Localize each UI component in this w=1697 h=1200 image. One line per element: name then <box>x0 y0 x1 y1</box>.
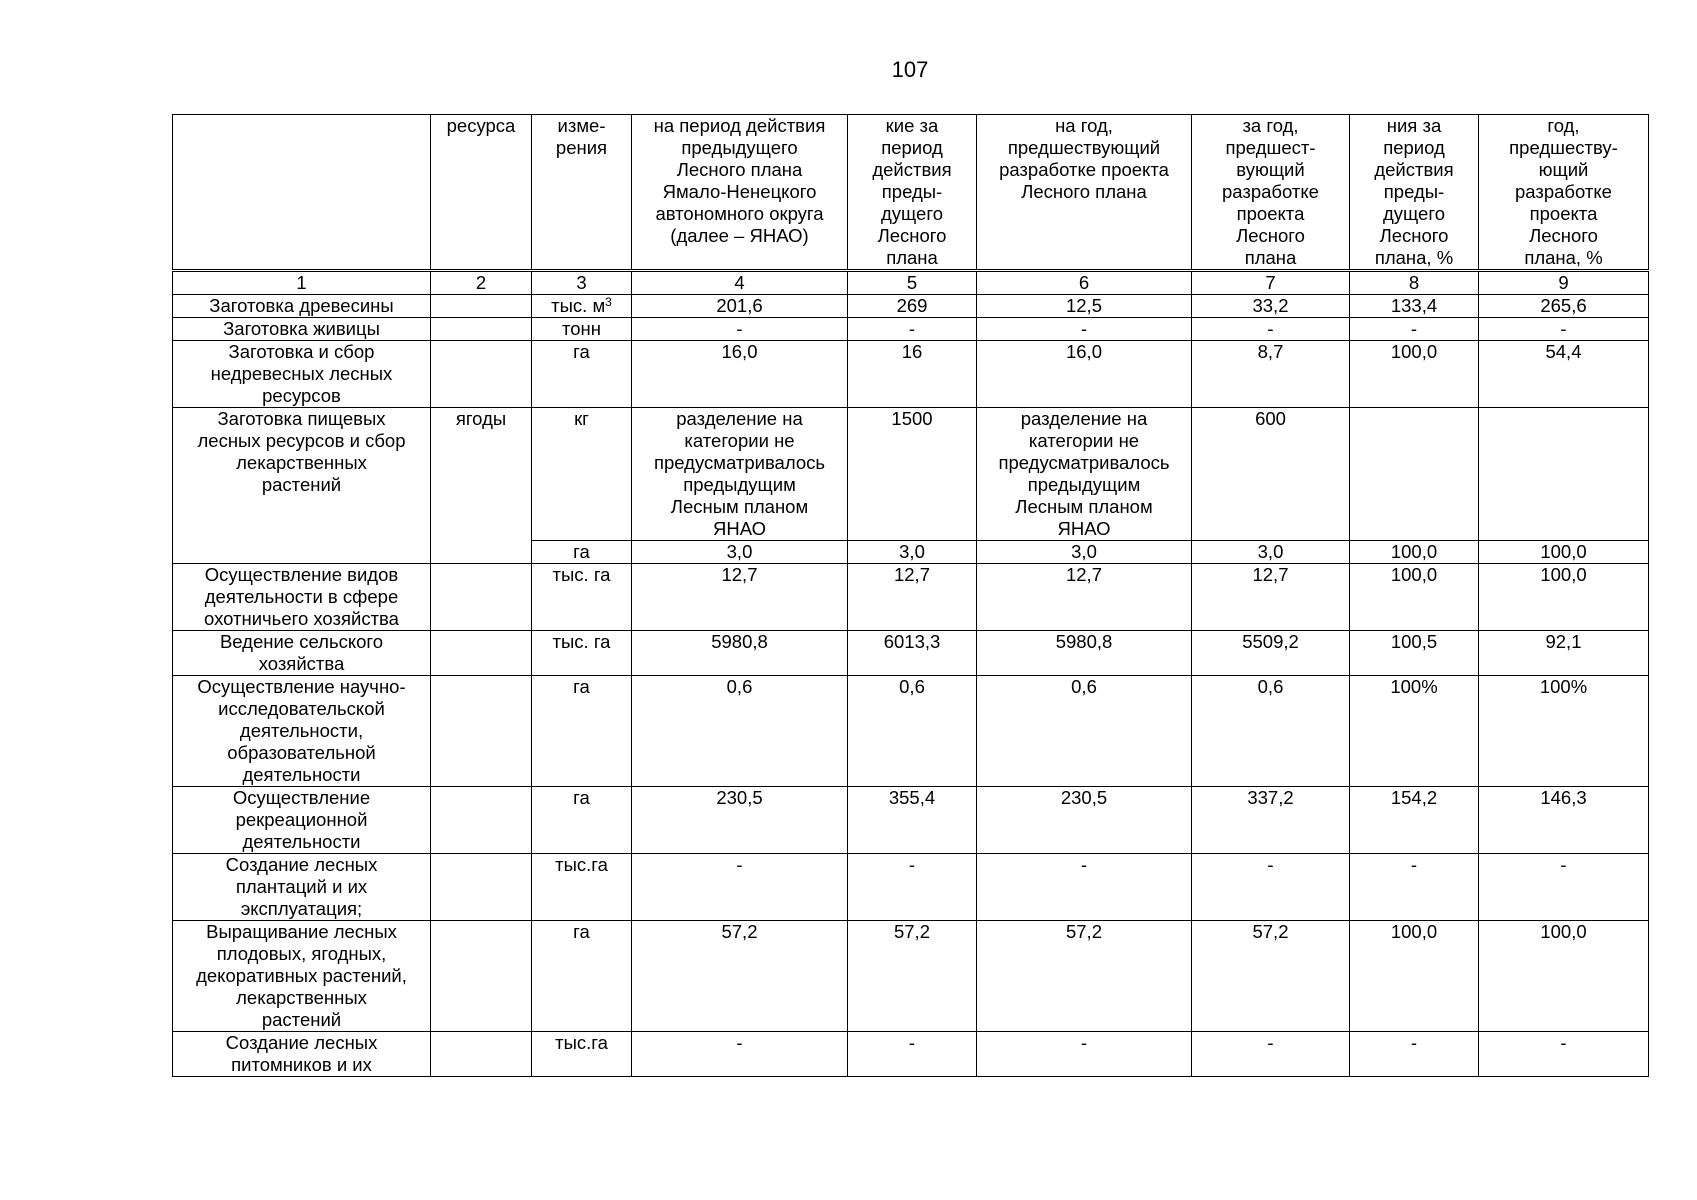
row-value-6: 16,0 <box>977 341 1192 408</box>
row-name: Заготовка древесины <box>173 295 431 318</box>
row-value-6: 0,6 <box>977 676 1192 787</box>
header-cell-3: изме- рения <box>532 115 632 271</box>
table-row <box>173 341 1649 408</box>
row-value-7: 3,0 <box>1192 541 1350 564</box>
row-value-7: 337,2 <box>1192 787 1350 854</box>
row-name: Создание лесных плантаций и их эксплуатация; <box>173 854 431 921</box>
row-value-8: 133,4 <box>1350 295 1479 318</box>
header-cell-1 <box>173 115 431 271</box>
table-row <box>173 564 1649 631</box>
row-value-4: 12,7 <box>632 564 848 631</box>
row-resource: ягоды <box>431 408 532 564</box>
row-value-9: - <box>1479 1032 1649 1077</box>
row-value-5: 355,4 <box>848 787 977 854</box>
row-value-9: 54,4 <box>1479 341 1649 408</box>
row-name: Заготовка и сбор недревесных лесных ресурсов <box>173 341 431 408</box>
row-unit: га <box>532 787 632 854</box>
row-value-4: 3,0 <box>632 541 848 564</box>
row-resource <box>431 921 532 1032</box>
row-name: Осуществление видов деятельности в сфере охотничьего хозяйства <box>173 564 431 631</box>
row-value-6: - <box>977 1032 1192 1077</box>
column-number-2: 2 <box>431 271 532 295</box>
row-value-7: - <box>1192 854 1350 921</box>
row-value-5: 1500 <box>848 408 977 541</box>
row-resource <box>431 1032 532 1077</box>
row-value-4: - <box>632 318 848 341</box>
table-row <box>173 787 1649 854</box>
header-cell-9: год, предшеству- ющий разработке проекта Лесного плана, % <box>1479 115 1649 271</box>
row-value-6: 230,5 <box>977 787 1192 854</box>
row-value-4: 201,6 <box>632 295 848 318</box>
row-value-4: 57,2 <box>632 921 848 1032</box>
row-value-6: 5980,8 <box>977 631 1192 676</box>
header-cell-7: за год, предшест- вующий разработке проекта Лесного плана <box>1192 115 1350 271</box>
row-value-7: 8,7 <box>1192 341 1350 408</box>
column-number-3: 3 <box>532 271 632 295</box>
row-value-6: 12,5 <box>977 295 1192 318</box>
table-row <box>173 676 1649 787</box>
row-unit: тыс.га <box>532 854 632 921</box>
row-value-5: 16 <box>848 341 977 408</box>
column-number-7: 7 <box>1192 271 1350 295</box>
table-row <box>173 631 1649 676</box>
row-resource <box>431 854 532 921</box>
row-value-5: 3,0 <box>848 541 977 564</box>
row-value-6: - <box>977 318 1192 341</box>
row-resource <box>431 341 532 408</box>
row-resource <box>431 631 532 676</box>
row-unit: тыс.га <box>532 1032 632 1077</box>
row-resource <box>431 318 532 341</box>
row-value-6: - <box>977 854 1192 921</box>
column-number-4: 4 <box>632 271 848 295</box>
row-value-7: 57,2 <box>1192 921 1350 1032</box>
table-row <box>173 921 1649 1032</box>
row-value-5: 12,7 <box>848 564 977 631</box>
column-number-row <box>173 271 1649 295</box>
row-value-9: 100,0 <box>1479 921 1649 1032</box>
row-value-8: 100,0 <box>1350 341 1479 408</box>
row-name: Осуществление рекреационной деятельности <box>173 787 431 854</box>
header-cell-4: на период действия предыдущего Лесного плана Ямало-Ненецкого автономного округа (далее – ЯНАО) <box>632 115 848 271</box>
row-value-5: - <box>848 854 977 921</box>
header-row <box>173 115 1649 271</box>
row-unit: га <box>532 341 632 408</box>
row-unit: тыс. га <box>532 564 632 631</box>
table-row <box>173 295 1649 318</box>
row-value-6: 3,0 <box>977 541 1192 564</box>
data-table <box>172 114 1649 1077</box>
row-resource <box>431 676 532 787</box>
row-value-4: 16,0 <box>632 341 848 408</box>
row-value-7: - <box>1192 1032 1350 1077</box>
row-value-8: - <box>1350 1032 1479 1077</box>
row-value-8: - <box>1350 318 1479 341</box>
row-value-8: 100,0 <box>1350 564 1479 631</box>
row-value-7: - <box>1192 318 1350 341</box>
row-value-6: 12,7 <box>977 564 1192 631</box>
row-unit: га <box>532 921 632 1032</box>
row-value-8: - <box>1350 854 1479 921</box>
row-value-5: 6013,3 <box>848 631 977 676</box>
row-value-9: 100,0 <box>1479 541 1649 564</box>
row-unit: га <box>532 676 632 787</box>
row-value-9: - <box>1479 318 1649 341</box>
row-resource <box>431 295 532 318</box>
row-unit: тыс. $м^3$ <box>532 295 632 318</box>
row-value-4: 0,6 <box>632 676 848 787</box>
row-unit: га <box>532 541 632 564</box>
row-value-9 <box>1479 408 1649 541</box>
row-value-9: - <box>1479 854 1649 921</box>
header-cell-2: ресурса <box>431 115 532 271</box>
row-value-7: 600 <box>1192 408 1350 541</box>
column-number-8: 8 <box>1350 271 1479 295</box>
column-number-9: 9 <box>1479 271 1649 295</box>
row-resource <box>431 787 532 854</box>
table-row <box>173 318 1649 341</box>
row-unit: тыс. га <box>532 631 632 676</box>
row-value-6: 57,2 <box>977 921 1192 1032</box>
row-value-9: 92,1 <box>1479 631 1649 676</box>
row-value-7: 12,7 <box>1192 564 1350 631</box>
table-row <box>173 1032 1649 1077</box>
column-number-5: 5 <box>848 271 977 295</box>
row-value-4: разделение на категории не предусматривалось предыдущим Лесным планом ЯНАО <box>632 408 848 541</box>
row-value-9: 100,0 <box>1479 564 1649 631</box>
row-unit: тонн <box>532 318 632 341</box>
page-number: 107 <box>891 57 929 82</box>
row-value-4: 5980,8 <box>632 631 848 676</box>
row-name: Ведение сельского хозяйства <box>173 631 431 676</box>
row-value-5: 0,6 <box>848 676 977 787</box>
row-value-7: 33,2 <box>1192 295 1350 318</box>
row-unit: кг <box>532 408 632 541</box>
row-value-7: 0,6 <box>1192 676 1350 787</box>
row-value-9: 100% <box>1479 676 1649 787</box>
row-value-9: 146,3 <box>1479 787 1649 854</box>
row-name: Заготовка живицы <box>173 318 431 341</box>
row-value-4: - <box>632 1032 848 1077</box>
row-value-5: 57,2 <box>848 921 977 1032</box>
row-value-8: 100,0 <box>1350 541 1479 564</box>
row-value-8: 100,5 <box>1350 631 1479 676</box>
header-cell-5: кие за период действия преды- дущего Лесного плана <box>848 115 977 271</box>
table-row <box>173 408 1649 541</box>
row-resource <box>431 564 532 631</box>
column-number-1: 1 <box>173 271 431 295</box>
row-name: Создание лесных питомников и их <box>173 1032 431 1077</box>
row-value-5: 269 <box>848 295 977 318</box>
row-value-5: - <box>848 318 977 341</box>
row-value-9: 265,6 <box>1479 295 1649 318</box>
row-value-4: 230,5 <box>632 787 848 854</box>
column-number-6: 6 <box>977 271 1192 295</box>
row-name: Заготовка пищевых лесных ресурсов и сбор лекарственных растений <box>173 408 431 564</box>
table-row <box>173 854 1649 921</box>
row-value-6: разделение на категории не предусматривалось предыдущим Лесным планом ЯНАО <box>977 408 1192 541</box>
row-value-8 <box>1350 408 1479 541</box>
row-value-8: 100% <box>1350 676 1479 787</box>
header-cell-6: на год, предшествующий разработке проекта Лесного плана <box>977 115 1192 271</box>
row-value-8: 100,0 <box>1350 921 1479 1032</box>
row-value-4: - <box>632 854 848 921</box>
row-value-8: 154,2 <box>1350 787 1479 854</box>
header-cell-8: ния за период действия преды- дущего Лесного плана, % <box>1350 115 1479 271</box>
row-value-5: - <box>848 1032 977 1077</box>
row-value-7: 5509,2 <box>1192 631 1350 676</box>
row-name: Осуществление научно- исследовательской деятельности, образовательной деятельности <box>173 676 431 787</box>
row-name: Выращивание лесных плодовых, ягодных, декоративных растений, лекарственных растений <box>173 921 431 1032</box>
